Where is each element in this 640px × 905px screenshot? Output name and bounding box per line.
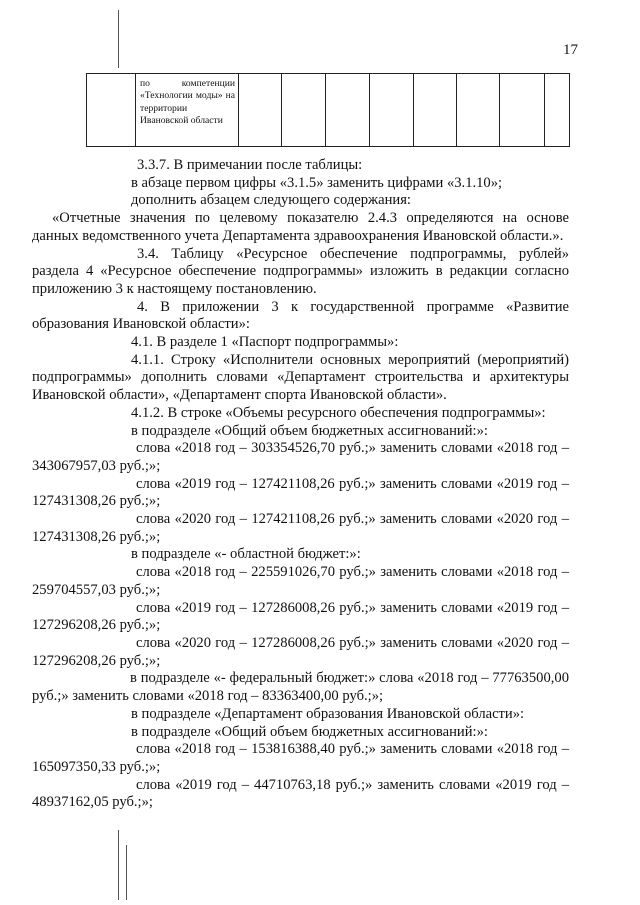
table-cell-text: по компетенции «Технологии моды» на территории Ивановской области (140, 78, 235, 126)
table-cell (370, 74, 414, 147)
paragraph: в подразделе «Общий объем бюджетных ассигнований:»: (131, 422, 488, 439)
paragraph: 4. В приложении 3 к государственной программе «Развитие образования Ивановской области»: (32, 298, 569, 333)
paragraph: в подразделе «Департамент образования Ивановской области»: (131, 705, 525, 722)
paragraph: «Отчетные значения по целевому показателю 2.4.3 определяются на основе данных ведомственного учета Департамента здравоохранения Ивановской области.». (32, 210, 569, 244)
table-cell (87, 74, 136, 147)
paragraph: 3.3.7. В примечании после таблицы: (137, 157, 363, 173)
paragraph: слова «2018 год – 303354526,70 руб.;» заменить словами «2018 год – 343067957,03 руб.;»; (32, 440, 569, 474)
paragraph: дополнить абзацем следующего содержания: (131, 192, 411, 209)
paragraph: 4.1.2. В строке «Объемы ресурсного обеспечения подпрограммы»: (131, 404, 546, 421)
table-fragment (86, 73, 569, 147)
paragraph: 4.1. В разделе 1 «Паспорт подпрограммы»: (131, 334, 399, 351)
scan-edge-mark (118, 10, 119, 68)
paragraph: слова «2020 год – 127286008,26 руб.;» заменить словами «2020 год – 127296208,26 руб.;»; (32, 634, 569, 669)
table-cell (239, 74, 282, 147)
paragraph: в подразделе «- областной бюджет:»: (131, 546, 361, 563)
paragraph: слова «2018 год – 153816388,40 руб.;» заменить словами «2018 год – 165097350,33 руб.;»; (32, 741, 569, 775)
table-cell (500, 74, 545, 147)
scan-edge-mark (126, 845, 127, 900)
paragraph: слова «2019 год – 127421108,26 руб.;» заменить словами «2019 год – 127431308,26 руб.;»; (32, 475, 569, 510)
table-cell (545, 74, 570, 147)
paragraph: в абзаце первом цифры «3.1.5» заменить цифрами «3.1.10»; (131, 174, 503, 191)
table-row (87, 74, 570, 147)
page-number: 17 (563, 42, 578, 58)
table-cell (326, 74, 370, 147)
paragraph: слова «2018 год – 225591026,70 руб.;» заменить словами «2018 год – 259704557,03 руб.;»; (32, 564, 569, 598)
document-body (32, 157, 569, 812)
paragraph: слова «2019 год – 44710763,18 руб.;» заменить словами «2019 год – 48937162,05 руб.;»; (32, 776, 569, 811)
paragraph: слова «2020 год – 127421108,26 руб.;» заменить словами «2020 год – 127431308,26 руб.;»; (32, 511, 569, 545)
table-cell (136, 74, 239, 147)
paragraph: слова «2019 год – 127286008,26 руб.;» заменить словами «2019 год – 127296208,26 руб.;»; (32, 599, 569, 634)
paragraph: в подразделе «Общий объем бюджетных ассигнований:»: (131, 723, 488, 740)
paragraph: 4.1.1. Строку «Исполнители основных мероприятий (мероприятий) подпрограммы» дополнить словами «Департамент строительства и архитектуры Ивановской области», «Департамент спорта Ивановской области». (32, 351, 569, 404)
table-cell (282, 74, 326, 147)
scan-edge-mark (118, 830, 119, 900)
paragraph: в подразделе «- федеральный бюджет:» слова «2018 год – 77763500,00 руб.;» заменить словами «2018 год – 83363400,00 руб.;»; (32, 670, 569, 705)
table-cell (414, 74, 457, 147)
table-cell (457, 74, 500, 147)
paragraph: 3.4. Таблицу «Ресурсное обеспечение подпрограммы, рублей» раздела 4 «Ресурсное обеспечение подпрограммы» изложить в редакции согласно приложению 3 к настоящему постановлению. (32, 245, 569, 297)
